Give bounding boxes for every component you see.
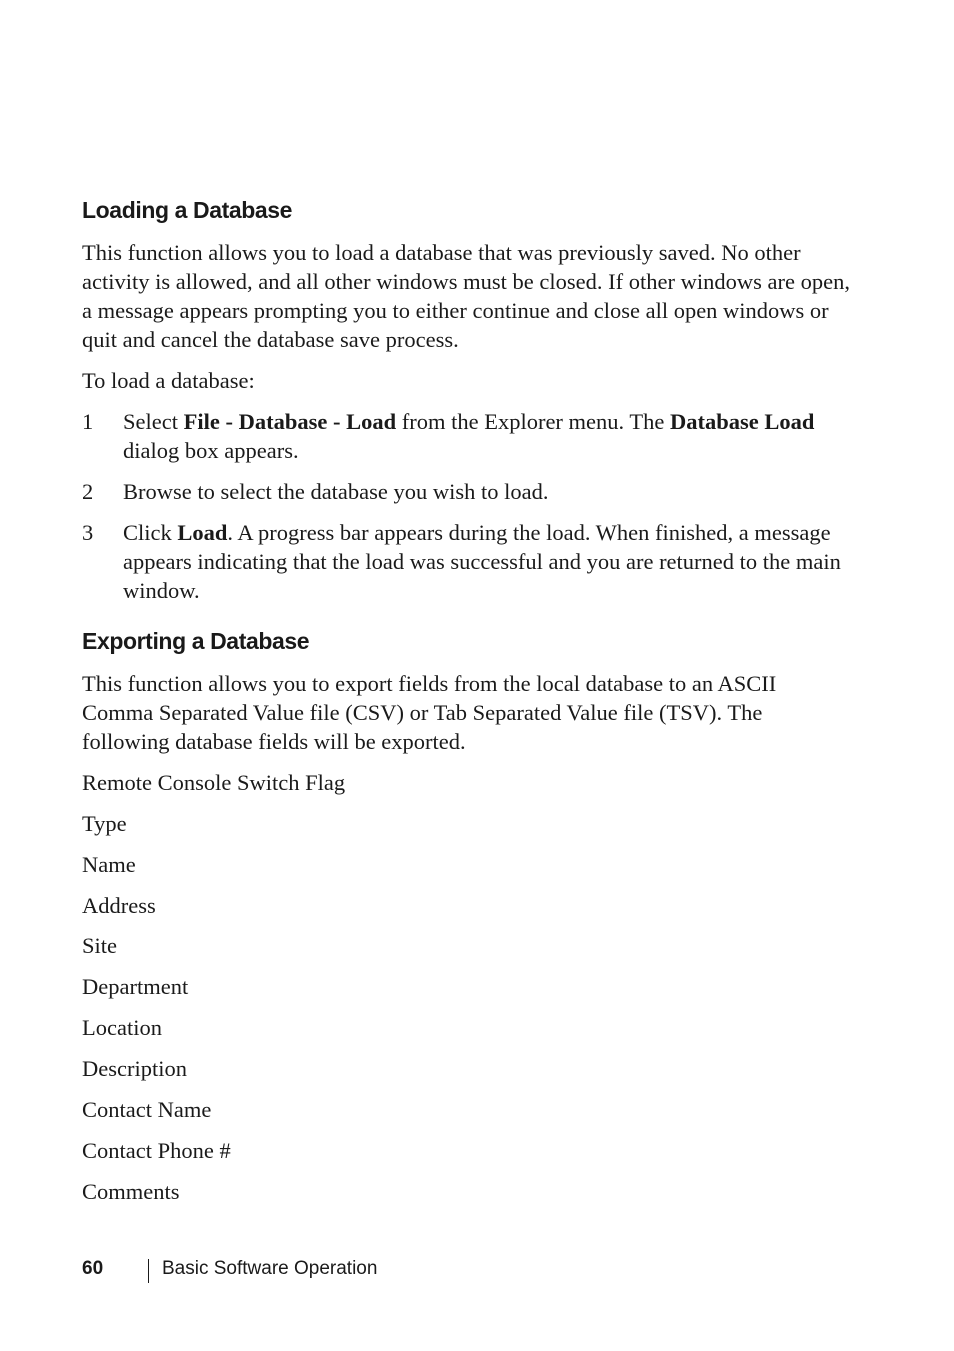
export-field: Contact Name bbox=[82, 1097, 212, 1122]
loading-lead-text: To load a database: bbox=[82, 368, 255, 393]
export-field: Description bbox=[82, 1056, 187, 1081]
dialog-name: Database Load bbox=[670, 409, 815, 434]
chapter-title: Basic Software Operation bbox=[162, 1258, 378, 1279]
export-field: Name bbox=[82, 852, 136, 877]
step-text: Select File - Database - Load from the Explorer menu. The Database Load dialog box appears. bbox=[123, 409, 815, 463]
button-name: Load bbox=[177, 520, 228, 545]
export-field: Comments bbox=[82, 1179, 180, 1204]
page-number: 60 bbox=[82, 1258, 104, 1279]
step-text: Browse to select the database you wish to load. bbox=[123, 479, 549, 504]
step-number: 3 bbox=[82, 520, 94, 545]
step-number: 2 bbox=[82, 479, 94, 504]
export-field: Contact Phone # bbox=[82, 1138, 231, 1163]
step-text: Click Load. A progress bar appears during the load. When finished, a message appears indicating that the load was successful and you are returned to the main window. bbox=[123, 520, 841, 603]
menu-path: File - Database - Load bbox=[183, 409, 397, 434]
section-heading-exporting: Exporting a Database bbox=[82, 628, 310, 654]
export-field: Address bbox=[82, 893, 156, 918]
loading-intro-paragraph: This function allows you to load a database that was previously saved. No other activity is allowed, and all other windows must be closed. If other windows are open, a message appears prompting you to either continue and close all open windows or quit and cancel the database save process. bbox=[82, 240, 850, 352]
export-field: Department bbox=[82, 974, 189, 999]
exporting-intro-paragraph: This function allows you to export fields from the local database to an ASCII Comma Separated Value file (CSV) or Tab Separated Value file (TSV). The following database fields will be exported. bbox=[82, 671, 777, 754]
step-number: 1 bbox=[82, 409, 94, 434]
export-field: Location bbox=[82, 1015, 162, 1040]
export-field: Site bbox=[82, 933, 118, 958]
section-heading-loading: Loading a Database bbox=[82, 197, 293, 223]
export-field: Type bbox=[82, 811, 127, 836]
export-field: Remote Console Switch Flag bbox=[82, 770, 346, 795]
footer-divider bbox=[148, 1259, 149, 1283]
